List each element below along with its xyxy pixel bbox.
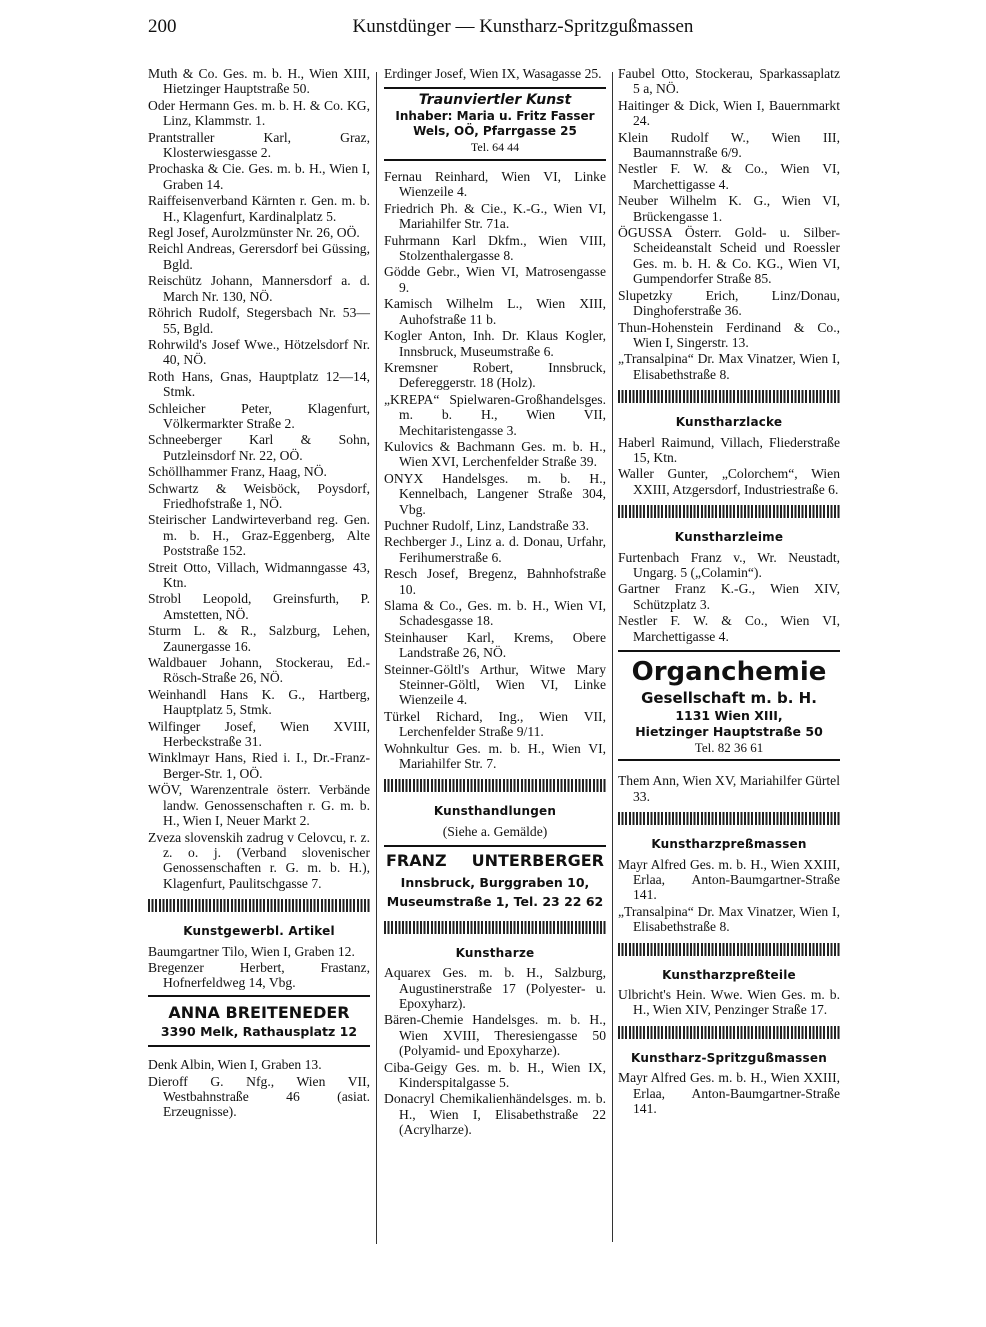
- directory-entry: „KREPA“ Spielwaren-Großhandelsges. m. b. H., Wien VII, Mechitaristengasse 3.: [384, 391, 606, 438]
- column-divider-1: [376, 72, 377, 1244]
- ad-address-line-1: 1131 Wien XIII,: [675, 708, 783, 723]
- directory-entry: Streit Otto, Villach, Widmanngasse 43, Ktn.: [148, 559, 370, 590]
- directory-entry: ONYX Handelsges. m. b. H., Kennelbach, Langener Straße 304, Vbg.: [384, 470, 606, 517]
- directory-entry: Kulovics & Bachmann Ges. m. b. H., Wien XVI, Lerchenfelder Straße 39.: [384, 438, 606, 470]
- entry-list: [618, 857, 840, 935]
- column-1: [148, 66, 370, 1121]
- section-heading-kunstharzlacke: Kunstharzlacke: [675, 415, 783, 430]
- directory-entry: Fuhrmann Karl Dkfm., Wien VIII, Stolzenthalergasse 8.: [384, 232, 606, 264]
- ad-address-line-1: Innsbruck, Burggraben 10,: [400, 874, 590, 890]
- directory-entry: Schleicher Peter, Klagenfurt, Völkermarkter Straße 2.: [148, 400, 370, 431]
- directory-entry: Schneeberger Karl & Sohn, Putzleinsdorf Nr. 22, OÖ.: [148, 432, 370, 463]
- section-heading-kunstharzpressmassen: Kunstharzpreßmassen: [651, 837, 807, 852]
- directory-entry: Waldbauer Johann, Stockerau, Ed.-Rösch-Straße 26, NÖ.: [148, 655, 370, 686]
- directory-entry: Reischütz Johann, Mannersdorf a. d. March Nr. 130, NÖ.: [148, 273, 370, 304]
- directory-entry: „Transalpina“ Dr. Max Vinatzer, Wien I, Elisabethstraße 8.: [618, 351, 840, 382]
- directory-entry: Roth Hans, Gnas, Hauptplatz 12—14, Stmk.: [148, 368, 370, 400]
- directory-entry: Mayr Alfred Ges. m. b. H., Wien XXIII, Erlaa, Anton-Baumgartner-Straße 141.: [618, 856, 840, 903]
- entry-list: [148, 944, 370, 991]
- directory-entry: Ciba-Geigy Ges. m. b. H., Wien IX, Kinderspitalgasse 5.: [384, 1059, 606, 1090]
- directory-entry: Nestler F. W. & Co., Wien VI, Marchettigasse 4.: [618, 613, 840, 644]
- directory-entry: Zveza slovenskih zadrug v Celovcu, r. z. z. o. j. (Verband slovenischer Genossenschaften r. G. m. b. H.), Klagenfurt, Paulitschgasse 7.: [148, 829, 370, 891]
- separator-bar: [384, 921, 606, 934]
- directory-entry: Rohrwild's Josef Wwe., Hötzelsdorf Nr. 40, NÖ.: [148, 336, 370, 368]
- page-number: 200: [148, 16, 177, 37]
- directory-entry: Bären-Chemie Handelsges. m. b. H., Wien XVIII, Theresiengasse 50 (Polyamid- und Epoxyharze).: [384, 1012, 606, 1059]
- section-heading-kunsthandlungen: Kunsthandlungen: [433, 804, 557, 819]
- ad-rule: [384, 845, 606, 847]
- ad-address-line-2: Museumstraße 1, Tel. 23 22 62: [386, 893, 604, 909]
- entry-list: [148, 66, 370, 891]
- entry-list: [384, 965, 606, 1137]
- section-heading-spritzguss: Kunstharz-Spritzgußmassen: [631, 1050, 827, 1065]
- entry-list: [618, 987, 840, 1018]
- directory-entry: Erdinger Josef, Wien IX, Wasagasse 25.: [384, 66, 602, 81]
- directory-entry: Furtenbach Franz v., Wr. Neustadt, Ungarg. 5 („Colamin“).: [618, 549, 840, 580]
- directory-entry: Mayr Alfred Ges. m. b. H., Wien XXIII, Erlaa, Anton-Baumgartner-Straße 141.: [618, 1070, 840, 1117]
- directory-entry: Raiffeisenverband Kärnten r. Gen. m. b. H., Klagenfurt, Kardinalplatz 5.: [148, 193, 370, 224]
- column-divider-2: [612, 72, 613, 1242]
- directory-entry: Haitinger & Dick, Wien I, Bauernmarkt 24.: [618, 97, 840, 129]
- directory-entry: Dieroff G. Nfg., Wien VII, Westbahnstraße 46 (asiat. Erzeugnisse).: [148, 1073, 370, 1120]
- directory-entry: WÖV, Warenzentrale österr. Verbände landw. Genossenschaften r. G. m. b. H., Wien I, Neuer Markt 2.: [148, 782, 370, 829]
- ad-organchemie: [618, 650, 840, 761]
- directory-entry: Nestler F. W. & Co., Wien VI, Marchettigasse 4.: [618, 161, 840, 192]
- directory-entry: „Transalpina“ Dr. Max Vinatzer, Wien I, Elisabethstraße 8.: [618, 903, 840, 935]
- directory-entry: Steinner-Göltl's Arthur, Witwe Mary Steinner-Göltl, Wien VI, Linke Wienzeile 4.: [384, 661, 606, 708]
- directory-entry: Sturm L. & R., Salzburg, Lehen, Zaunergasse 16.: [148, 623, 370, 654]
- running-head: Kunstdünger — Kunstharz-Spritzgußmassen: [352, 16, 694, 37]
- ad-title: Traunviertler Kunst: [418, 92, 572, 109]
- ad-address-line-2: Hietzinger Hauptstraße 50: [635, 724, 823, 739]
- directory-entry: Regl Josef, Aurolzmünster Nr. 26, OÖ.: [148, 225, 360, 241]
- directory-entry: Klein Rudolf W., Wien III, Baumannstraße 6/9.: [618, 129, 840, 161]
- directory-entry: ÖGUSSA Österr. Gold- u. Silber-Scheideanstalt Scheid und Roessler Ges. m. b. H. & Co. KG., Wien VI, Gumpendorfer Straße 85.: [618, 225, 840, 287]
- directory-entry: Steirischer Landwirteverband reg. Gen. m. b. H., Graz-Eggenberg, Alte Poststraße 152.: [148, 512, 370, 559]
- directory-entry: Wohnkultur Ges. m. b. H., Wien VI, Mariahilfer Str. 7.: [384, 740, 606, 772]
- directory-entry: Resch Josef, Bregenz, Bahnhofstraße 10.: [384, 566, 606, 597]
- separator-bar: [618, 1026, 840, 1039]
- directory-entry: Faubel Otto, Stockerau, Sparkassaplatz 5 a, NÖ.: [618, 66, 840, 97]
- directory-entry: Slama & Co., Ges. m. b. H., Wien VI, Schadesgasse 18.: [384, 598, 606, 629]
- directory-entry: Türkel Richard, Ing., Wien VII, Lerchenfelder Straße 9/11.: [384, 708, 606, 740]
- ad-rule: [384, 87, 606, 89]
- directory-entry: Rechberger J., Linz a. d. Donau, Urfahr, Ferihumerstraße 6.: [384, 534, 606, 565]
- ad-rule: [618, 650, 840, 652]
- separator-bar: [618, 505, 840, 518]
- directory-entry: Schwartz & Weisböck, Poysdorf, Friedhofstraße 1, NÖ.: [148, 480, 370, 511]
- directory-entry: Schöllhammer Franz, Haag, NÖ.: [148, 464, 327, 480]
- directory-entry: Donacryl Chemikalienhändelsges. m. b. H., Wien I, Elisabethstraße 22 (Acrylharze).: [384, 1091, 606, 1138]
- separator-bar: [384, 779, 606, 792]
- separator-bar: [148, 899, 370, 912]
- directory-entry: Muth & Co. Ges. m. b. H., Wien XIII, Hietzinger Hauptstraße 50.: [148, 66, 370, 97]
- directory-entry: Slupetzky Erich, Linz/Donau, Dinghoferstraße 36.: [618, 287, 840, 319]
- section-heading-kunstharzleime: Kunstharzleime: [674, 530, 784, 545]
- directory-entry: Winklmayr Hans, Ried i. I., Dr.-Franz-Berger-Str. 1, OÖ.: [148, 750, 370, 781]
- directory-entry: Steinhauser Karl, Krems, Obere Landstraße 26, NÖ.: [384, 629, 606, 661]
- entry-list: [618, 1070, 840, 1116]
- directory-entry: Prantstraller Karl, Graz, Klosterwiesgasse 2.: [148, 129, 370, 161]
- ad-rule: [384, 159, 606, 161]
- directory-entry: Friedrich Ph. & Cie., K.-G., Wien VI, Mariahilfer Str. 71a.: [384, 200, 606, 232]
- entry-list: [618, 66, 840, 382]
- separator-bar: [618, 390, 840, 403]
- directory-entry: Kremsner Robert, Innsbruck, Defereggerstr. 18 (Holz).: [384, 359, 606, 391]
- ad-phone: Tel. 82 36 61: [694, 740, 764, 755]
- entry-list: [618, 435, 840, 498]
- directory-entry: Gödde Gebr., Wien VI, Matrosengasse 9.: [384, 264, 606, 295]
- directory-entry: Gartner Franz K.-G., Wien XIV, Schützplatz 3.: [618, 581, 840, 612]
- directory-entry: Ulbricht's Hein. Wwe. Wien Ges. m. b. H., Wien XIV, Penzinger Straße 17.: [618, 987, 840, 1018]
- directory-entry: Denk Albin, Wien I, Graben 13.: [148, 1057, 322, 1073]
- entry-list: [148, 1057, 370, 1120]
- directory-entry: Reichl Andreas, Gerersdorf bei Güssing, Bgld.: [148, 241, 370, 272]
- section-heading-kunstharzpressteile: Kunstharzpreßteile: [662, 967, 796, 982]
- directory-entry: Puchner Rudolf, Linz, Landstraße 33.: [384, 517, 589, 533]
- entry-list: [618, 773, 840, 804]
- directory-entry: Them Ann, Wien XV, Mariahilfer Gürtel 33.: [618, 773, 840, 804]
- entry-list: [384, 66, 606, 81]
- directory-entry: Oder Hermann Ges. m. b. H. & Co. KG, Linz, Klammstr. 1.: [148, 97, 370, 129]
- ad-name-last: UNTERBERGER: [471, 851, 604, 871]
- ad-subtitle: Gesellschaft m. b. H.: [641, 689, 817, 707]
- directory-entry: Wilfinger Josef, Wien XVIII, Herbeckstraße 31.: [148, 718, 370, 750]
- ad-traunviertler-kunst: [384, 87, 606, 161]
- ad-title: Organchemie: [631, 657, 827, 687]
- directory-entry: Kogler Anton, Inh. Dr. Klaus Kogler, Innsbruck, Museumstraße 6.: [384, 328, 606, 359]
- ad-rule: [148, 995, 370, 997]
- column-3: [618, 66, 840, 1118]
- directory-entry: Baumgartner Tilo, Wien I, Graben 12.: [148, 943, 355, 959]
- ad-name: [384, 851, 606, 872]
- ad-name-first: FRANZ: [386, 851, 447, 871]
- directory-entry: Weinhandl Hans K. G., Hartberg, Hauptplatz 5, Stmk.: [148, 686, 370, 718]
- entry-list: [384, 169, 606, 771]
- section-heading-kunstgewerbl: Kunstgewerbl. Artikel: [183, 924, 335, 939]
- directory-entry: Kamisch Wilhelm L., Wien XIII, Auhofstraße 11 b.: [384, 296, 606, 327]
- ad-rule: [618, 759, 840, 761]
- directory-entry: Aquarex Ges. m. b. H., Salzburg, Augustinerstraße 17 (Polyester- u. Epoxyharz).: [384, 965, 606, 1011]
- ad-address: Wels, OÖ, Pfarrgasse 25: [413, 124, 577, 139]
- ad-phone: Tel. 64 44: [470, 139, 520, 154]
- section-note: (Siehe a. Gemälde): [442, 823, 548, 839]
- directory-entry: Haberl Raimund, Villach, Fliederstraße 15, Ktn.: [618, 434, 840, 465]
- directory-entry: Prochaska & Cie. Ges. m. b. H., Wien I, Graben 14.: [148, 161, 370, 192]
- ad-anna-breiteneder: [148, 995, 370, 1047]
- entry-list: [618, 550, 840, 644]
- section-heading-kunstharze: Kunstharze: [455, 945, 535, 960]
- directory-entry: Röhrich Rudolf, Stegersbach Nr. 53—55, Bgld.: [148, 305, 370, 336]
- directory-entry: Fernau Reinhard, Wien VI, Linke Wienzeile 4.: [384, 169, 606, 200]
- ad-rule: [148, 1045, 370, 1047]
- separator-bar: [618, 812, 840, 825]
- ad-owner: Inhaber: Maria u. Fritz Fasser: [395, 108, 595, 123]
- directory-entry: Waller Gunter, „Colorchem“, Wien XXIII, Atzgersdorf, Industriestraße 6.: [618, 466, 840, 497]
- ad-address: 3390 Melk, Rathausplatz 12: [160, 1024, 358, 1040]
- directory-entry: Strobl Leopold, Greinsfurth, P. Amstetten, NÖ.: [148, 591, 370, 622]
- ad-name: ANNA BREITENEDER: [168, 1002, 350, 1022]
- column-2: [384, 66, 606, 1139]
- ad-franz-unterberger: [384, 845, 606, 910]
- directory-entry: Thun-Hohenstein Ferdinand & Co., Wien I, Singerstr. 13.: [618, 319, 840, 350]
- directory-entry: Bregenzer Herbert, Frastanz, Hofnerfeldweg 14, Vbg.: [148, 959, 370, 991]
- directory-entry: Neuber Wilhelm K. G., Wien VI, Brückengasse 1.: [618, 193, 840, 224]
- separator-bar: [618, 943, 840, 956]
